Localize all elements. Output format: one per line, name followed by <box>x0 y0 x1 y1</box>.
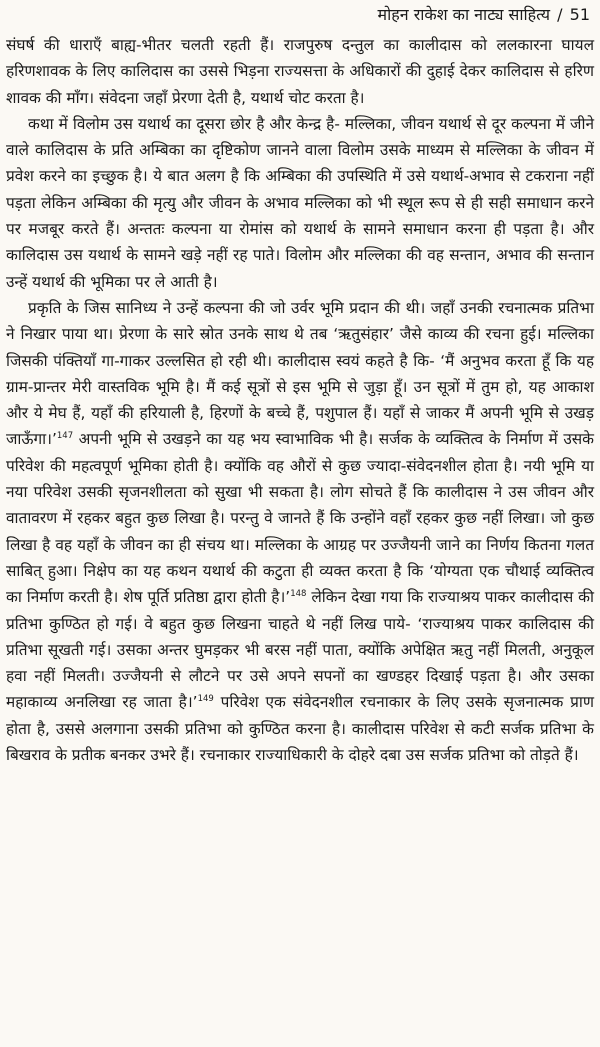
page-number: 51 <box>569 5 590 24</box>
footnote-marker: 148 <box>290 589 307 600</box>
header-separator: / <box>557 5 563 24</box>
running-header <box>6 4 594 26</box>
paragraph: संघर्ष की धाराएँ बाह्य-भीतर चलती रहती हैं। राजपुरुष दन्तुल का कालीदास को ललकारना घायल हरिणशावक के लिए कालिदास का उससे भिड़ना राज्यसत्ता के अधिकारों की दुहाई देकर कालिदास से हरिण शावक की माँग। संवेदना जहाँ प्रेरणा देती है, यथार्थ चोट करता है। <box>6 36 594 107</box>
text-segment: अपनी भूमि से उखड़ने का यह भय स्वाभाविक भी है। सर्जक के व्यक्तित्व के निर्माण में उसके परिवेश की महत्वपूर्ण भूमिका होती है। क्योंकि वह औरों से कुछ ज्यादा-संवेदनशील होता है। नयी भूमि या नया परिवेश उसकी सृजनशीलता को सुखा भी सकता है। लोग सोचते हैं कि कालीदास ने उस जीवन और वातावरण में रहकर बहुत कुछ लिखा है। परन्तु वे जानते हैं कि उन्होंने वहाँ रहकर कुछ नहीं लिखा। जो कुछ लिखा है वह यहाँ के जीवन का ही संचय था। मल्लिका के आग्रह पर उज्जैयनी जाने का निर्णय कितना गलत साबित् हुआ। निक्षेप का यह कथन यथार्थ की कटुता ही व्यक्त करता है कि ‘योग्यता एक चौथाई व्यक्तित्व का निर्माण करती है। शेष पूर्ति प्रतिष्ठा द्वारा होती है।’ <box>6 430 594 607</box>
text-segment: प्रकृति के जिस सानिध्य ने उन्हें कल्पना की जो उर्वर भूमि प्रदान की थी। जहाँ उनकी रचनात्मक प्रतिभा ने निखार पाया था। प्रेरणा के सारे स्रोत उनके साथ थे तब ‘ऋतुसंहार’ जैसे काव्य की रचना हुई। मल्लिका जिसकी पंक्तियाँ गा-गाकर उल्लसित हो रही थी। कालीदास स्वयं कहते है कि- ‘मैं अनुभव करता हूँ कि यह ग्राम-प्रान्तर मेरी वास्तविक भूमि है। मैं कई सूत्रों से इस भूमि से जुड़ा हूँ। उन सूत्रों में तुम हो, यह आकाश और ये मेघ हैं, यहाँ की हरियाली है, हिरणों के बच्चे हैं, पशुपाल हैं। यहाँ से जाकर मैं अपनी भूमि से उखड़ जाऊँगा।’ <box>6 298 594 449</box>
text-segment: लेकिन देखा गया कि राज्याश्रय पाकर कालीदास की प्रतिभा कुण्ठित हो गई। वे बहुत कुछ लिखना चाहते थे नहीं लिख पाये- ‘राज्याश्रय पाकर कालिदास की प्रतिभा सूखती गई। उसका अन्तर घुमड़कर भी बरस नहीं पाता, क्योंकि अपेक्षित ऋतु नहीं मिलती, अनुकूल हवा नहीं मिलती। उज्जैयनी से लौटने पर उसे अपने सपनों का खण्डहर दिखाई पड़ता है। और उसका महाकाव्य अनलिखा रह जाता है।’ <box>6 588 594 712</box>
body-text <box>6 32 594 768</box>
paragraph: कथा में विलोम उस यथार्थ का दूसरा छोर है और केन्द्र है- मल्लिका, जीवन यथार्थ से दूर कल्पना में जीने वाले कालिदास के प्रति अम्बिका का दृष्टिकोण जानने वाला विलोम उसके माध्यम से मल्लिका के जीवन में प्रवेश करने का इच्छुक है। ये बात अलग है कि अम्बिका की उपस्थिति में उसे यथार्थ-अभाव से टकराना नहीं पड़ता लेकिन अम्बिका की मृत्यु और जीवन के अभाव मल्लिका को भी स्थूल रूप से ही सही समाधान करने पर मजबूर करते हैं। अन्ततः कल्पना या रोमांस को यथार्थ के सामने समाधान करना ही पड़ता है। और कालिदास उस यथार्थ के सामने खड़े नहीं रह पाते। विलोम और मल्लिका की वह सन्तान, अभाव की सन्तान उन्हें यथार्थ की भूमिका पर ले आती है। <box>6 114 594 291</box>
footnote-marker: 147 <box>56 431 74 442</box>
header-title: मोहन राकेश का नाट्य साहित्य <box>377 5 551 24</box>
text-segment: परिवेश एक संवेदनशील रचनाकार के लिए उसके सृजनात्मक प्राण होता है, उससे अलगाना उसकी प्रतिभा को कुण्ठित करना है। कालीदास परिवेश से कटी सर्जक प्रतिभा के बिखराव के प्रतीक बनकर उभरे हैं। रचनाकार राज्याधिकारी के दोहरे दबा उस सर्जक प्रतिभा को तोड़ते हैं। <box>6 693 594 765</box>
paragraph <box>6 295 594 768</box>
footnote-marker: 149 <box>197 694 214 705</box>
